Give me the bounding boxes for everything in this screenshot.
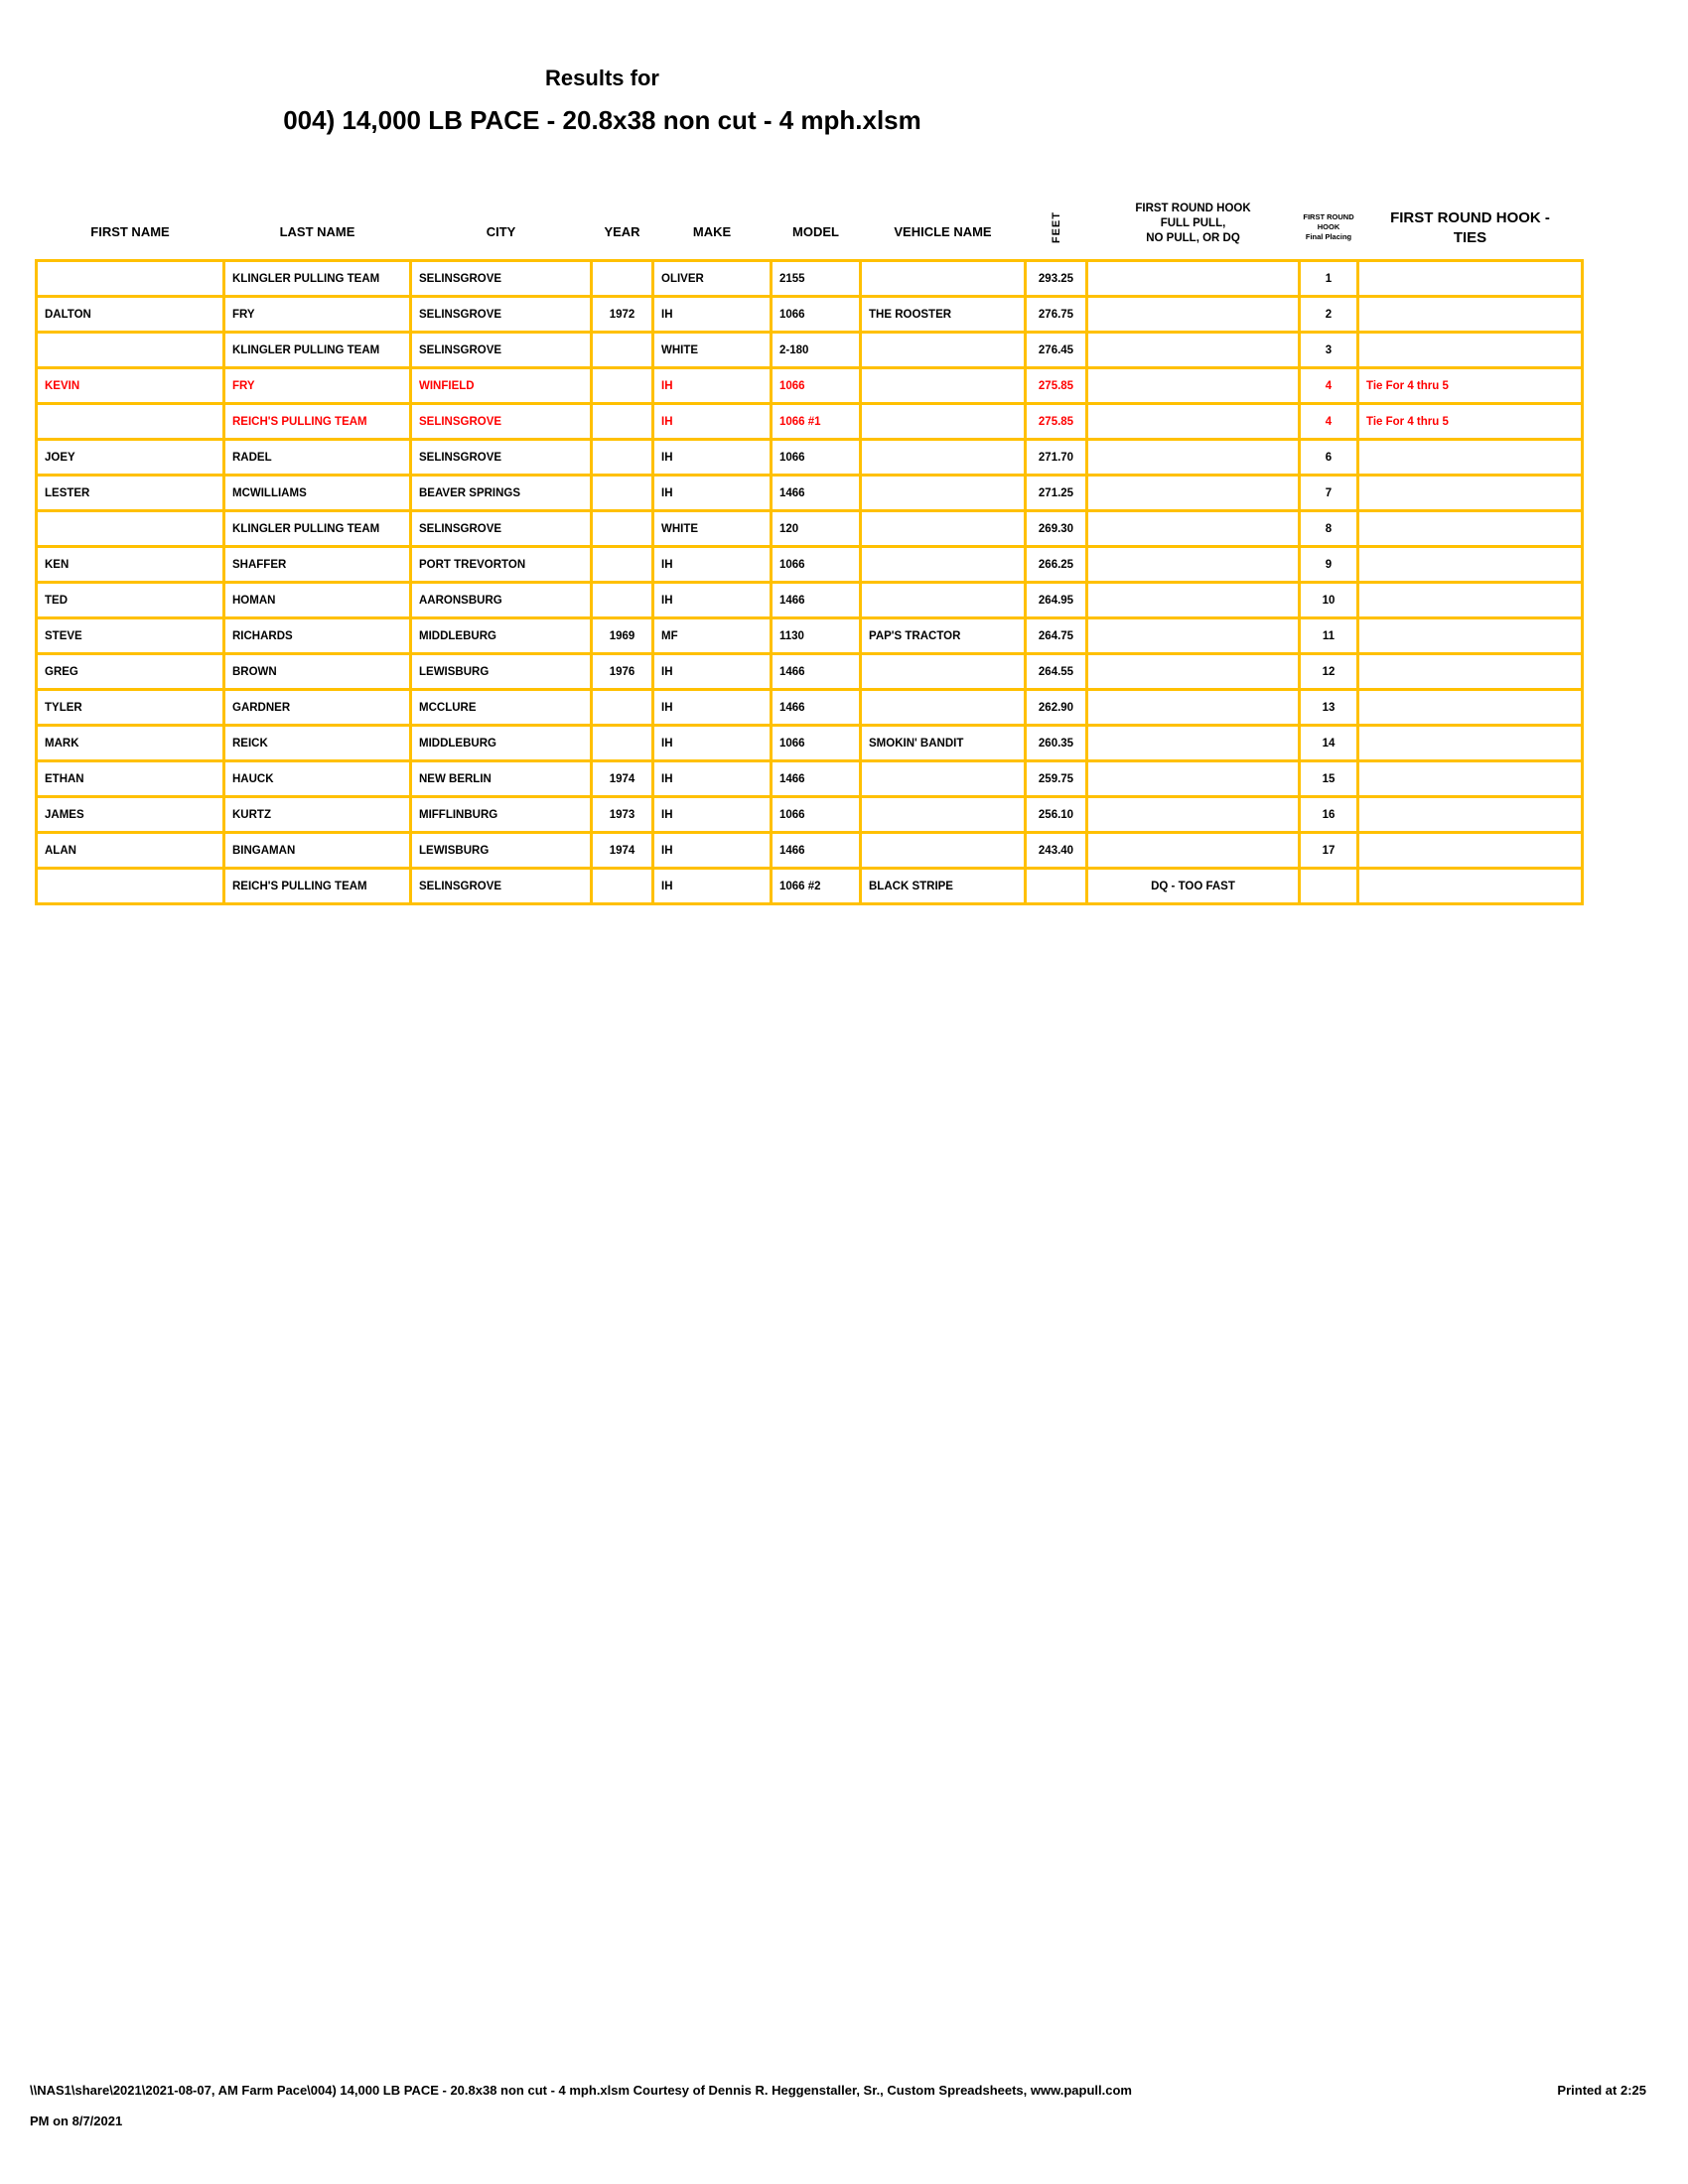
cell-make: IH xyxy=(654,834,770,867)
cell-year xyxy=(593,691,651,724)
cell-full-pull xyxy=(1088,727,1298,759)
column-header-year: YEAR xyxy=(604,224,640,239)
cell-placing: 7 xyxy=(1301,477,1356,509)
cell-model: 1066 xyxy=(773,548,859,581)
cell-last-name: MCWILLIAMS xyxy=(225,477,409,509)
cell-first-name: JOEY xyxy=(38,441,222,474)
cell-city: MIDDLEBURG xyxy=(412,619,590,652)
cell-model: 1066 xyxy=(773,727,859,759)
results-table xyxy=(35,259,1584,905)
cell-last-name: REICK xyxy=(225,727,409,759)
cell-make: WHITE xyxy=(654,512,770,545)
cell-ties xyxy=(1359,691,1581,724)
cell-model: 1066 xyxy=(773,441,859,474)
cell-vehicle-name xyxy=(862,441,1024,474)
column-header-feet: FEET xyxy=(1050,210,1062,243)
cell-make: IH xyxy=(654,798,770,831)
cell-ties xyxy=(1359,727,1581,759)
cell-full-pull xyxy=(1088,691,1298,724)
cell-last-name: KURTZ xyxy=(225,798,409,831)
cell-full-pull xyxy=(1088,548,1298,581)
cell-feet: 266.25 xyxy=(1027,548,1085,581)
cell-placing: 1 xyxy=(1301,262,1356,295)
cell-make: IH xyxy=(654,655,770,688)
cell-first-name: KEVIN xyxy=(38,369,222,402)
cell-make: IH xyxy=(654,691,770,724)
cell-year xyxy=(593,405,651,438)
cell-year xyxy=(593,262,651,295)
cell-model: 1466 xyxy=(773,834,859,867)
column-header-model: MODEL xyxy=(792,224,839,239)
cell-last-name: RICHARDS xyxy=(225,619,409,652)
column-header-final-placing: FIRST ROUND HOOK Final Placing xyxy=(1303,212,1354,241)
cell-feet: 259.75 xyxy=(1027,762,1085,795)
column-header-first-name: FIRST NAME xyxy=(90,224,170,239)
cell-ties xyxy=(1359,762,1581,795)
cell-city: MIDDLEBURG xyxy=(412,727,590,759)
table-header-row xyxy=(35,187,1584,259)
cell-make: IH xyxy=(654,369,770,402)
cell-first-name: STEVE xyxy=(38,619,222,652)
cell-placing: 15 xyxy=(1301,762,1356,795)
cell-feet: 264.55 xyxy=(1027,655,1085,688)
cell-first-name: TED xyxy=(38,584,222,616)
cell-year xyxy=(593,334,651,366)
cell-ties xyxy=(1359,334,1581,366)
cell-first-name: MARK xyxy=(38,727,222,759)
cell-vehicle-name xyxy=(862,369,1024,402)
cell-full-pull xyxy=(1088,584,1298,616)
cell-model: 1466 xyxy=(773,477,859,509)
cell-model: 1066 xyxy=(773,798,859,831)
cell-feet: 269.30 xyxy=(1027,512,1085,545)
cell-vehicle-name xyxy=(862,691,1024,724)
cell-year: 1973 xyxy=(593,798,651,831)
cell-make: MF xyxy=(654,619,770,652)
cell-ties xyxy=(1359,441,1581,474)
cell-last-name: HOMAN xyxy=(225,584,409,616)
cell-ties xyxy=(1359,298,1581,331)
cell-model: 1466 xyxy=(773,655,859,688)
cell-vehicle-name xyxy=(862,798,1024,831)
cell-vehicle-name: PAP'S TRACTOR xyxy=(862,619,1024,652)
cell-model: 1466 xyxy=(773,691,859,724)
cell-model: 1066 #2 xyxy=(773,870,859,902)
page-footer xyxy=(30,2075,1646,2136)
cell-full-pull xyxy=(1088,298,1298,331)
cell-vehicle-name: BLACK STRIPE xyxy=(862,870,1024,902)
cell-city: PORT TREVORTON xyxy=(412,548,590,581)
cell-year: 1974 xyxy=(593,834,651,867)
cell-placing: 14 xyxy=(1301,727,1356,759)
cell-year xyxy=(593,727,651,759)
footer-file-path: \\NAS1\share\2021\2021-08-07, AM Farm Pace\004) 14,000 LB PACE - 20.8x38 non cut - 4 mph.xlsm Courtesy of Dennis R. Heggenstaller, Sr., Custom Spreadsheets, www.papull.com xyxy=(30,2083,1132,2098)
cell-model: 1066 xyxy=(773,298,859,331)
cell-last-name: KLINGLER PULLING TEAM xyxy=(225,262,409,295)
cell-ties xyxy=(1359,619,1581,652)
cell-city: NEW BERLIN xyxy=(412,762,590,795)
cell-full-pull xyxy=(1088,834,1298,867)
cell-feet: 243.40 xyxy=(1027,834,1085,867)
cell-last-name: RADEL xyxy=(225,441,409,474)
cell-full-pull xyxy=(1088,441,1298,474)
cell-make: WHITE xyxy=(654,334,770,366)
cell-full-pull xyxy=(1088,619,1298,652)
cell-year xyxy=(593,512,651,545)
cell-make: IH xyxy=(654,405,770,438)
cell-feet: 271.25 xyxy=(1027,477,1085,509)
cell-placing: 6 xyxy=(1301,441,1356,474)
page-title: Results for xyxy=(545,66,659,90)
cell-city: BEAVER SPRINGS xyxy=(412,477,590,509)
cell-ties xyxy=(1359,655,1581,688)
cell-feet: 275.85 xyxy=(1027,369,1085,402)
cell-last-name: FRY xyxy=(225,298,409,331)
cell-ties xyxy=(1359,870,1581,902)
cell-year: 1976 xyxy=(593,655,651,688)
cell-full-pull xyxy=(1088,334,1298,366)
cell-year xyxy=(593,441,651,474)
column-header-last-name: LAST NAME xyxy=(279,224,355,239)
cell-city: LEWISBURG xyxy=(412,834,590,867)
column-header-vehicle-name: VEHICLE NAME xyxy=(894,224,992,239)
cell-vehicle-name xyxy=(862,405,1024,438)
cell-last-name: KLINGLER PULLING TEAM xyxy=(225,334,409,366)
cell-placing: 10 xyxy=(1301,584,1356,616)
cell-feet: 256.10 xyxy=(1027,798,1085,831)
cell-first-name: ETHAN xyxy=(38,762,222,795)
cell-make: IH xyxy=(654,762,770,795)
cell-year xyxy=(593,477,651,509)
cell-full-pull xyxy=(1088,798,1298,831)
cell-placing xyxy=(1301,870,1356,902)
cell-placing: 3 xyxy=(1301,334,1356,366)
cell-year xyxy=(593,369,651,402)
cell-city: SELINSGROVE xyxy=(412,334,590,366)
cell-feet: 275.85 xyxy=(1027,405,1085,438)
column-header-first-round-hook-result: FIRST ROUND HOOK FULL PULL, NO PULL, OR DQ xyxy=(1135,203,1251,244)
cell-last-name: KLINGLER PULLING TEAM xyxy=(225,512,409,545)
cell-city: LEWISBURG xyxy=(412,655,590,688)
cell-make: IH xyxy=(654,727,770,759)
cell-full-pull xyxy=(1088,369,1298,402)
cell-ties: Tie For 4 thru 5 xyxy=(1359,369,1581,402)
cell-placing: 8 xyxy=(1301,512,1356,545)
cell-model: 1130 xyxy=(773,619,859,652)
cell-feet: 260.35 xyxy=(1027,727,1085,759)
cell-first-name xyxy=(38,512,222,545)
cell-first-name: LESTER xyxy=(38,477,222,509)
cell-last-name: FRY xyxy=(225,369,409,402)
cell-year xyxy=(593,870,651,902)
cell-placing: 4 xyxy=(1301,405,1356,438)
cell-first-name xyxy=(38,870,222,902)
cell-full-pull xyxy=(1088,405,1298,438)
cell-vehicle-name xyxy=(862,762,1024,795)
cell-vehicle-name xyxy=(862,334,1024,366)
cell-placing: 17 xyxy=(1301,834,1356,867)
cell-feet xyxy=(1027,870,1085,902)
cell-ties xyxy=(1359,798,1581,831)
cell-make: IH xyxy=(654,870,770,902)
cell-year: 1974 xyxy=(593,762,651,795)
cell-first-name xyxy=(38,262,222,295)
column-header-ties: FIRST ROUND HOOK - TIES xyxy=(1390,209,1550,246)
cell-city: SELINSGROVE xyxy=(412,441,590,474)
footer-printed-date: PM on 8/7/2021 xyxy=(30,2114,123,2128)
cell-make: IH xyxy=(654,477,770,509)
cell-city: AARONSBURG xyxy=(412,584,590,616)
cell-feet: 271.70 xyxy=(1027,441,1085,474)
cell-full-pull xyxy=(1088,477,1298,509)
cell-vehicle-name xyxy=(862,477,1024,509)
cell-placing: 9 xyxy=(1301,548,1356,581)
cell-ties xyxy=(1359,262,1581,295)
cell-first-name: KEN xyxy=(38,548,222,581)
cell-full-pull xyxy=(1088,262,1298,295)
cell-vehicle-name xyxy=(862,512,1024,545)
cell-placing: 4 xyxy=(1301,369,1356,402)
cell-city: WINFIELD xyxy=(412,369,590,402)
cell-first-name xyxy=(38,334,222,366)
cell-model: 2155 xyxy=(773,262,859,295)
cell-make: IH xyxy=(654,548,770,581)
cell-city: SELINSGROVE xyxy=(412,298,590,331)
cell-ties xyxy=(1359,477,1581,509)
cell-first-name xyxy=(38,405,222,438)
cell-vehicle-name xyxy=(862,584,1024,616)
cell-ties xyxy=(1359,512,1581,545)
cell-feet: 293.25 xyxy=(1027,262,1085,295)
cell-first-name: ALAN xyxy=(38,834,222,867)
cell-year: 1969 xyxy=(593,619,651,652)
cell-year: 1972 xyxy=(593,298,651,331)
cell-ties xyxy=(1359,548,1581,581)
cell-vehicle-name: THE ROOSTER xyxy=(862,298,1024,331)
cell-last-name: BROWN xyxy=(225,655,409,688)
footer-printed-at: Printed at 2:25 xyxy=(1557,2083,1646,2098)
cell-vehicle-name: SMOKIN' BANDIT xyxy=(862,727,1024,759)
cell-city: SELINSGROVE xyxy=(412,405,590,438)
cell-vehicle-name xyxy=(862,655,1024,688)
cell-city: SELINSGROVE xyxy=(412,262,590,295)
cell-placing: 16 xyxy=(1301,798,1356,831)
cell-city: SELINSGROVE xyxy=(412,870,590,902)
cell-feet: 264.75 xyxy=(1027,619,1085,652)
cell-last-name: REICH'S PULLING TEAM xyxy=(225,870,409,902)
cell-ties: Tie For 4 thru 5 xyxy=(1359,405,1581,438)
cell-placing: 11 xyxy=(1301,619,1356,652)
cell-last-name: SHAFFER xyxy=(225,548,409,581)
cell-full-pull: DQ - TOO FAST xyxy=(1088,870,1298,902)
cell-full-pull xyxy=(1088,762,1298,795)
cell-placing: 12 xyxy=(1301,655,1356,688)
column-header-city: CITY xyxy=(486,224,516,239)
cell-feet: 276.45 xyxy=(1027,334,1085,366)
cell-ties xyxy=(1359,834,1581,867)
cell-first-name: GREG xyxy=(38,655,222,688)
cell-last-name: GARDNER xyxy=(225,691,409,724)
cell-city: MCCLURE xyxy=(412,691,590,724)
cell-last-name: HAUCK xyxy=(225,762,409,795)
cell-model: 1466 xyxy=(773,584,859,616)
cell-last-name: BINGAMAN xyxy=(225,834,409,867)
cell-last-name: REICH'S PULLING TEAM xyxy=(225,405,409,438)
cell-city: SELINSGROVE xyxy=(412,512,590,545)
cell-model: 1066 #1 xyxy=(773,405,859,438)
cell-model: 1466 xyxy=(773,762,859,795)
cell-vehicle-name xyxy=(862,262,1024,295)
cell-vehicle-name xyxy=(862,834,1024,867)
column-header-make: MAKE xyxy=(692,224,732,239)
cell-city: MIFFLINBURG xyxy=(412,798,590,831)
cell-placing: 2 xyxy=(1301,298,1356,331)
cell-placing: 13 xyxy=(1301,691,1356,724)
cell-first-name: JAMES xyxy=(38,798,222,831)
cell-first-name: DALTON xyxy=(38,298,222,331)
cell-make: IH xyxy=(654,441,770,474)
file-title: 004) 14,000 LB PACE - 20.8x38 non cut - 4 mph.xlsm xyxy=(283,105,921,135)
cell-vehicle-name xyxy=(862,548,1024,581)
cell-model: 1066 xyxy=(773,369,859,402)
cell-year xyxy=(593,548,651,581)
cell-make: IH xyxy=(654,298,770,331)
cell-full-pull xyxy=(1088,655,1298,688)
cell-model: 2-180 xyxy=(773,334,859,366)
cell-year xyxy=(593,584,651,616)
cell-make: OLIVER xyxy=(654,262,770,295)
cell-make: IH xyxy=(654,584,770,616)
cell-feet: 262.90 xyxy=(1027,691,1085,724)
cell-feet: 264.95 xyxy=(1027,584,1085,616)
cell-feet: 276.75 xyxy=(1027,298,1085,331)
cell-full-pull xyxy=(1088,512,1298,545)
cell-model: 120 xyxy=(773,512,859,545)
cell-first-name: TYLER xyxy=(38,691,222,724)
cell-ties xyxy=(1359,584,1581,616)
